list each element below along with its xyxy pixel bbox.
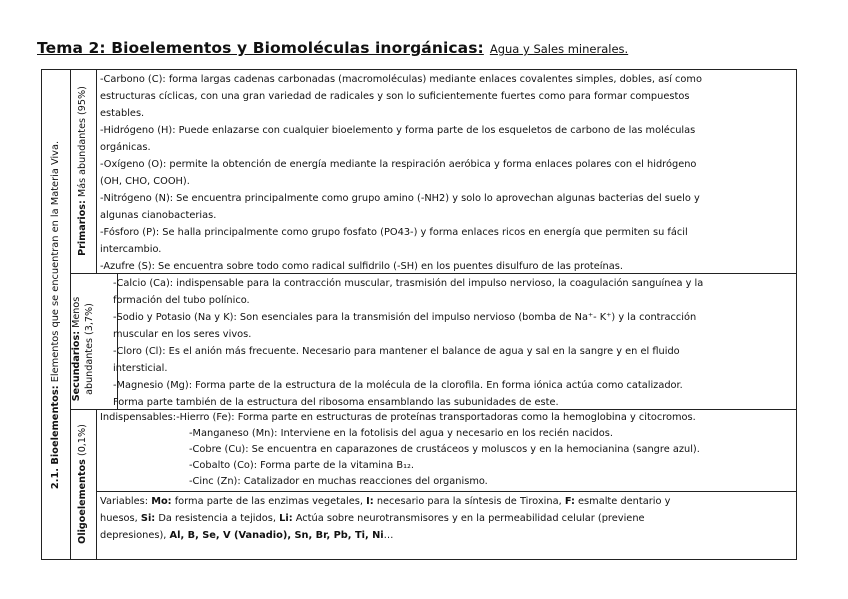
- text-line: -Azufre (S): Se encuentra sobre todo como radical sulfidrilo (-SH) en los puentes disulfuro de las proteínas.: [100, 261, 623, 272]
- divider-indispensables-variables: [96, 491, 797, 492]
- text-line: -Cloro (Cl): Es el anión más frecuente. Necesario para mantener el balance de agua y sal en la sangre y en el fluido: [113, 346, 680, 357]
- section-label-text: Elementos que se encuentran en la Materia Viva.: [50, 140, 61, 383]
- text-line: -Nitrógeno (N): Se encuentra principalmente como grupo amino (-NH2) y solo lo aprovechan algunas bacterias del suelo y: [100, 193, 700, 204]
- text-line: Forma parte también de la estructura del ribosoma ensamblando las subunidades de este.: [113, 397, 559, 408]
- i-text: necesario para la síntesis de Tiroxina,: [376, 496, 562, 507]
- si-symbol: Si:: [140, 513, 156, 524]
- text-line: -Manganeso (Mn): Interviene en la fotolisis del agua y necesario en los recién nacidos.: [189, 428, 613, 439]
- line3-ellipsis: …: [383, 530, 394, 541]
- f-text: esmalte dentario y: [578, 496, 671, 507]
- indispensables-prefix: Indispensables:: [100, 412, 177, 423]
- divider-primarios-col: [96, 69, 97, 273]
- primarios-label-bold: Primarios:: [77, 200, 88, 256]
- secundarios-label-text-1: Menos: [71, 296, 82, 328]
- text-line: -Hidrógeno (H): Puede enlazarse con cualquier bioelemento y forma parte de los esqueletos de carbono de las moléculas: [100, 125, 696, 136]
- primarios-label: [75, 70, 91, 272]
- i-symbol: I:: [366, 496, 374, 507]
- text-line: -Carbono (C): forma largas cadenas carbonadas (macromoléculas) mediante enlaces covalentes simples, dobles, así como: [100, 74, 702, 85]
- text-line: -Sodio y Potasio (Na y K): Son esenciales para la transmisión del impulso nervioso (bomba de Na⁺- K⁺) y la contracción: [113, 312, 697, 323]
- f-symbol: F:: [564, 496, 575, 507]
- text-line: -Magnesio (Mg): Forma parte de la estructura de la molécula de la clorofila. En forma iónica actúa como catalizador.: [113, 380, 683, 391]
- text-line: -Hierro (Fe): Forma parte en estructuras de proteínas transportadoras como la hemoglobina y citocromos.: [176, 412, 696, 423]
- text-line: estables.: [100, 108, 145, 119]
- mo-text: forma parte de las enzimas vegetales,: [174, 496, 363, 507]
- line2-start: huesos,: [100, 513, 138, 524]
- text-line: (OH, CHO, COOH).: [100, 176, 190, 187]
- text-line: orgánicas.: [100, 142, 151, 153]
- li-symbol: Li:: [279, 513, 293, 524]
- mo-symbol: Mo:: [151, 496, 172, 507]
- text-line: -Fósforo (P): Se halla principalmente como grupo fosfato (PO43-) y forma enlaces ricos en energía que permiten su fácil: [100, 227, 688, 238]
- text-line: -Cinc (Zn): Catalizador en muchas reacciones del organismo.: [189, 476, 488, 487]
- li-text: Actúa sobre neurotransmisores y en la permeabilidad celular (previene: [295, 513, 645, 524]
- divider-oligo-col: [96, 409, 97, 560]
- text-line: -Oxígeno (O): permite la obtención de energía mediante la respiración aeróbica y forma enlaces polares con el hidrógeno: [100, 159, 697, 170]
- text-line: intercambio.: [100, 244, 162, 255]
- secundarios-label-bold: Secundarios:: [71, 330, 82, 402]
- text-line: -Calcio (Ca): indispensable para la contracción muscular, trasmisión del impulso nervioso, la coagulación sanguínea y la: [113, 278, 704, 289]
- title-main: Tema 2: Bioelementos y Biomoléculas inorgánicas:: [37, 39, 484, 57]
- oligoelementos-label: [75, 409, 91, 559]
- text-line: formación del tubo polínico.: [113, 295, 250, 306]
- page-title: [37, 38, 628, 57]
- text-line: estructuras cíclicas, con una gran variedad de radicales y son lo suficientemente fuertes como para formar compuestos: [100, 91, 690, 102]
- variables-prefix: Variables:: [100, 496, 149, 507]
- primarios-text: [100, 71, 792, 275]
- oligoelementos-label-text: (0,1%): [77, 424, 88, 457]
- variables-text: [100, 493, 792, 544]
- indispensables-text: [100, 410, 792, 490]
- oligoelementos-label-bold: Oligoelementos: [77, 459, 88, 544]
- line3-elements: Al, B, Se, V (Vanadio), Sn, Br, Pb, Ti, Ni: [169, 530, 384, 541]
- si-text: Da resistencia a tejidos,: [158, 513, 276, 524]
- text-line: -Cobalto (Co): Forma parte de la vitamina B₁₂.: [189, 460, 415, 471]
- text-line: muscular en los seres vivos.: [113, 329, 252, 340]
- title-sub: Agua y Sales minerales.: [489, 42, 629, 56]
- secundarios-label-text-2: abundantes (3,7%): [84, 303, 95, 395]
- text-line: intersticial.: [113, 363, 168, 374]
- secundarios-label: [70, 282, 98, 416]
- text-line: -Cobre (Cu): Se encuentra en caparazones de crustáceos y moluscos y en la hemocianina (sangre azul).: [189, 444, 700, 455]
- section-label-bold: 2.1. Bioelementos:: [50, 385, 61, 490]
- line3-start: depresiones),: [100, 530, 167, 541]
- primarios-label-text: Más abundantes (95%): [77, 86, 88, 198]
- text-line: algunas cianobacterias.: [100, 210, 217, 221]
- section-label: [47, 70, 65, 560]
- secundarios-text: [113, 275, 793, 411]
